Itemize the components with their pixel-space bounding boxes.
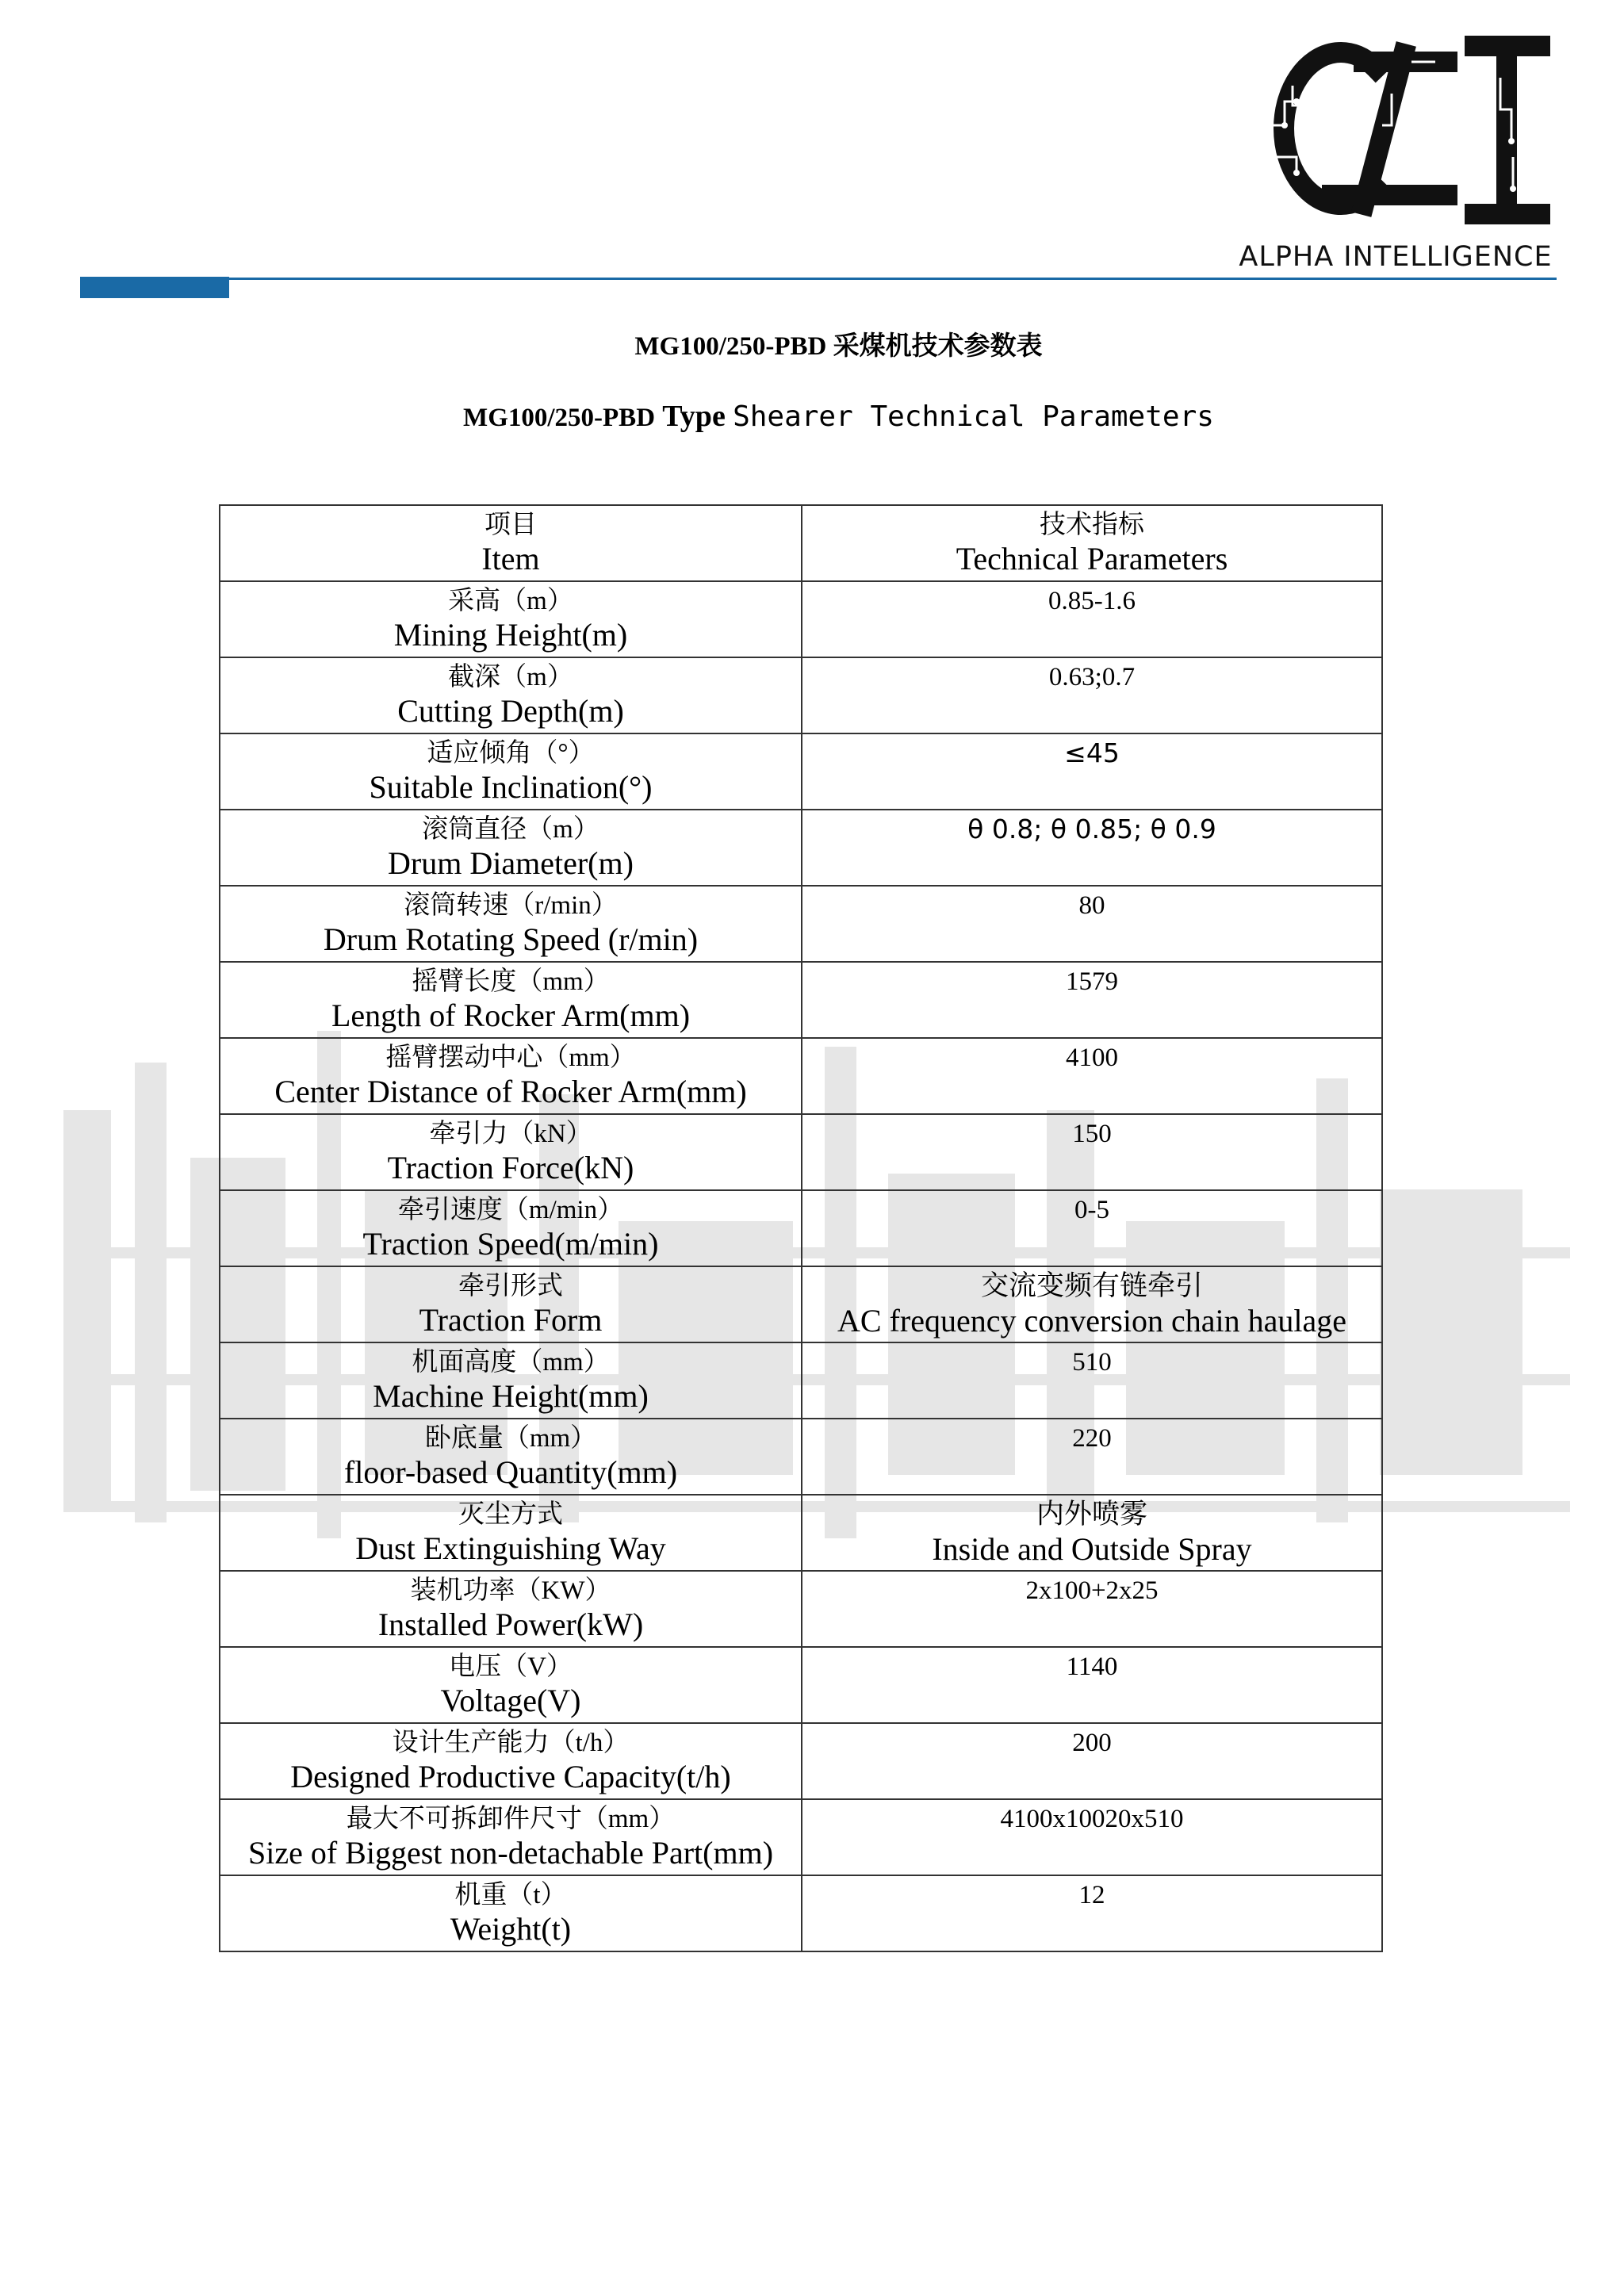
- header-value-cn: 技术指标: [1040, 511, 1144, 539]
- value-cell: [802, 733, 1382, 810]
- value: 4100: [1066, 1044, 1118, 1072]
- item-cell: [220, 886, 802, 962]
- item-en: Weight(t): [450, 1911, 572, 1947]
- header-value-en: Technical Parameters: [956, 541, 1228, 576]
- value: 4100x10020x510: [1000, 1805, 1184, 1833]
- table-row: [220, 1419, 1382, 1495]
- item-en: Designed Productive Capacity(t/h): [290, 1759, 731, 1794]
- title-rest: Shearer Technical Parameters: [733, 400, 1214, 433]
- value-cell: [802, 962, 1382, 1038]
- header-rule: [226, 278, 1557, 280]
- value-cn: 内外喷雾: [1036, 1499, 1147, 1530]
- table-row: [220, 1647, 1382, 1723]
- value-cell: [802, 1342, 1382, 1419]
- item-cell: [220, 1495, 802, 1571]
- item-cn: 最大不可拆卸件尺寸（mm）: [346, 1805, 676, 1833]
- header-item-cn: 项目: [485, 511, 537, 539]
- item-cn: 滚筒直径（m）: [422, 815, 599, 844]
- item-cn: 机重（t）: [454, 1881, 567, 1909]
- item-cell: [220, 1266, 802, 1342]
- item-cell: [220, 962, 802, 1038]
- value-cell: [802, 886, 1382, 962]
- value-cell: [802, 1190, 1382, 1266]
- value: 80: [1078, 891, 1105, 920]
- page-title-en: [0, 399, 1624, 434]
- table-row: [220, 1114, 1382, 1190]
- item-cell: [220, 810, 802, 886]
- item-cell: [220, 581, 802, 657]
- table-row: [220, 1571, 1382, 1647]
- value-cell: [802, 581, 1382, 657]
- item-cell: [220, 1875, 802, 1951]
- item-cell: [220, 733, 802, 810]
- value-cell: [802, 1419, 1382, 1495]
- table-row: [220, 886, 1382, 962]
- item-cell: [220, 657, 802, 733]
- item-en: Traction Force(kN): [387, 1150, 634, 1185]
- value: 0.85-1.6: [1048, 587, 1136, 615]
- value-cell: [802, 657, 1382, 733]
- value: 12: [1078, 1881, 1105, 1909]
- item-cn: 牵引力（kN）: [429, 1120, 592, 1148]
- item-en: Drum Rotating Speed (r/min): [323, 921, 699, 957]
- value: 220: [1072, 1424, 1112, 1453]
- item-cell: [220, 1799, 802, 1875]
- value-cell: [802, 810, 1382, 886]
- item-cell: [220, 1647, 802, 1723]
- table-row: [220, 1190, 1382, 1266]
- item-cell: [220, 1342, 802, 1419]
- table-row: [220, 733, 1382, 810]
- table-row: [220, 657, 1382, 733]
- table-row: [220, 1799, 1382, 1875]
- table-row: [220, 581, 1382, 657]
- value: 200: [1072, 1729, 1112, 1757]
- item-en: Installed Power(kW): [377, 1607, 644, 1642]
- table-row: [220, 810, 1382, 886]
- item-en: Center Distance of Rocker Arm(mm): [274, 1074, 747, 1109]
- item-cn: 滚筒转速（r/min）: [404, 891, 618, 920]
- header-item-cell: [220, 505, 802, 581]
- item-cn: 截深（m）: [448, 663, 573, 691]
- header-accent-block: [80, 277, 229, 298]
- item-en: Suitable Inclination(°): [369, 769, 653, 805]
- item-cn: 采高（m）: [448, 587, 573, 615]
- value-cn: 交流变频有链牵引: [980, 1270, 1203, 1301]
- item-en: Dust Extinguishing Way: [355, 1530, 666, 1566]
- value: 0-5: [1074, 1196, 1109, 1224]
- item-cell: [220, 1571, 802, 1647]
- item-en: Size of Biggest non-detachable Part(mm): [247, 1835, 774, 1871]
- value-cell: [802, 1038, 1382, 1114]
- item-en: Machine Height(mm): [373, 1378, 649, 1414]
- value: 1140: [1066, 1653, 1118, 1681]
- item-cn: 电压（V）: [449, 1653, 573, 1681]
- page-title-cn: MG100/250-PBD 采煤机技术参数表: [634, 332, 1043, 361]
- value-cell: [802, 1647, 1382, 1723]
- table-row: [220, 1342, 1382, 1419]
- header-item-en: Item: [481, 541, 540, 576]
- item-en: Length of Rocker Arm(mm): [331, 998, 691, 1033]
- item-cn: 摇臂长度（mm）: [412, 967, 610, 996]
- value: 510: [1072, 1348, 1112, 1377]
- item-en: Traction Speed(m/min): [362, 1226, 659, 1262]
- value: 150: [1072, 1120, 1112, 1148]
- value: 1579: [1066, 967, 1118, 996]
- item-cn: 卧底量（mm）: [424, 1424, 597, 1453]
- value-en: Inside and Outside Spray: [932, 1531, 1252, 1567]
- value-cell: [802, 1571, 1382, 1647]
- table-row: [220, 1875, 1382, 1951]
- logo-caption: ALPHA INTELLIGENCE: [1239, 241, 1553, 273]
- alpha-intelligence-logo: [1245, 30, 1556, 230]
- item-en: Mining Height(m): [393, 617, 628, 653]
- item-cn: 牵引形式: [458, 1272, 563, 1300]
- value-cell: [802, 1723, 1382, 1799]
- value-en: AC frequency conversion chain haulage: [837, 1303, 1346, 1338]
- item-en: Drum Diameter(m): [388, 845, 634, 881]
- value: ≤45: [1064, 737, 1120, 768]
- value-cell: [802, 1495, 1382, 1571]
- value: θ 0.8; θ 0.85; θ 0.9: [967, 814, 1216, 844]
- item-en: Voltage(V): [440, 1683, 581, 1718]
- item-cell: [220, 1038, 802, 1114]
- item-cn: 牵引速度（m/min）: [397, 1196, 624, 1224]
- value: 2x100+2x25: [1025, 1576, 1159, 1605]
- value-cell: [802, 1875, 1382, 1951]
- table-row: [220, 1038, 1382, 1114]
- item-cn: 设计生产能力（t/h）: [392, 1729, 630, 1757]
- table-row: [220, 1723, 1382, 1799]
- value-cell: [802, 1266, 1382, 1342]
- value: 0.63;0.7: [1048, 663, 1136, 691]
- item-en: Traction Form: [419, 1302, 603, 1338]
- value-cell: [802, 1114, 1382, 1190]
- item-cn: 装机功率（KW）: [410, 1576, 611, 1605]
- item-cn: 适应倾角（°）: [427, 739, 595, 768]
- table-row: [220, 1495, 1382, 1571]
- parameters-table: [219, 504, 1383, 1952]
- title-type: Type: [662, 400, 726, 433]
- table-row: [220, 1266, 1382, 1342]
- header-value-cell: [802, 505, 1382, 581]
- item-cell: [220, 1419, 802, 1495]
- item-cn: 灭尘方式: [458, 1500, 563, 1529]
- item-cell: [220, 1190, 802, 1266]
- item-cn: 摇臂摆动中心（mm）: [385, 1044, 636, 1072]
- item-cell: [220, 1723, 802, 1799]
- item-en: Cutting Depth(m): [397, 693, 624, 729]
- item-en: floor-based Quantity(mm): [343, 1454, 678, 1490]
- table-row: [220, 962, 1382, 1038]
- title-model: MG100/250-PBD: [463, 404, 656, 432]
- value-cell: [802, 1799, 1382, 1875]
- item-cell: [220, 1114, 802, 1190]
- table-header-row: [220, 505, 1382, 581]
- item-cn: 机面高度（mm）: [412, 1348, 610, 1377]
